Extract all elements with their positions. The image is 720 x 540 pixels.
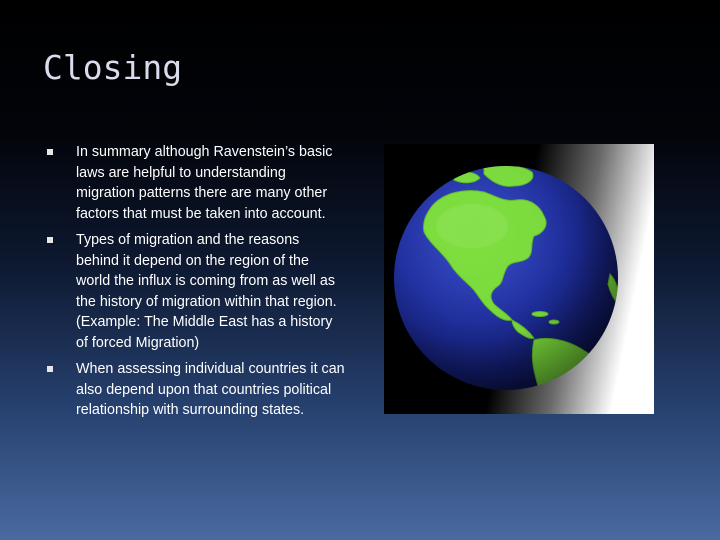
square-bullet-icon (47, 237, 53, 243)
bullet-text: Types of migration and the reasons behind it depend on the region of the world the influx is coming from as well as the history of migration within that region. (Example: The Middle East has a history of forced Migration) (76, 232, 337, 351)
bullet-text: In summary although Ravenstein’s basic laws are helpful to understanding migration patterns there are many other factors that must be taken into account. (76, 144, 333, 222)
slide-title: Closing (43, 48, 183, 87)
bullet-text: When assessing individual countries it can also depend upon that countries political relationship with surrounding states. (76, 361, 345, 418)
square-bullet-icon (47, 366, 53, 372)
globe-image (384, 144, 654, 414)
bullet-item (46, 230, 346, 353)
bullet-list (46, 142, 346, 427)
square-bullet-icon (47, 149, 53, 155)
bullet-item (46, 359, 346, 421)
globe-americas-icon (384, 144, 654, 414)
bullet-item (46, 142, 346, 224)
